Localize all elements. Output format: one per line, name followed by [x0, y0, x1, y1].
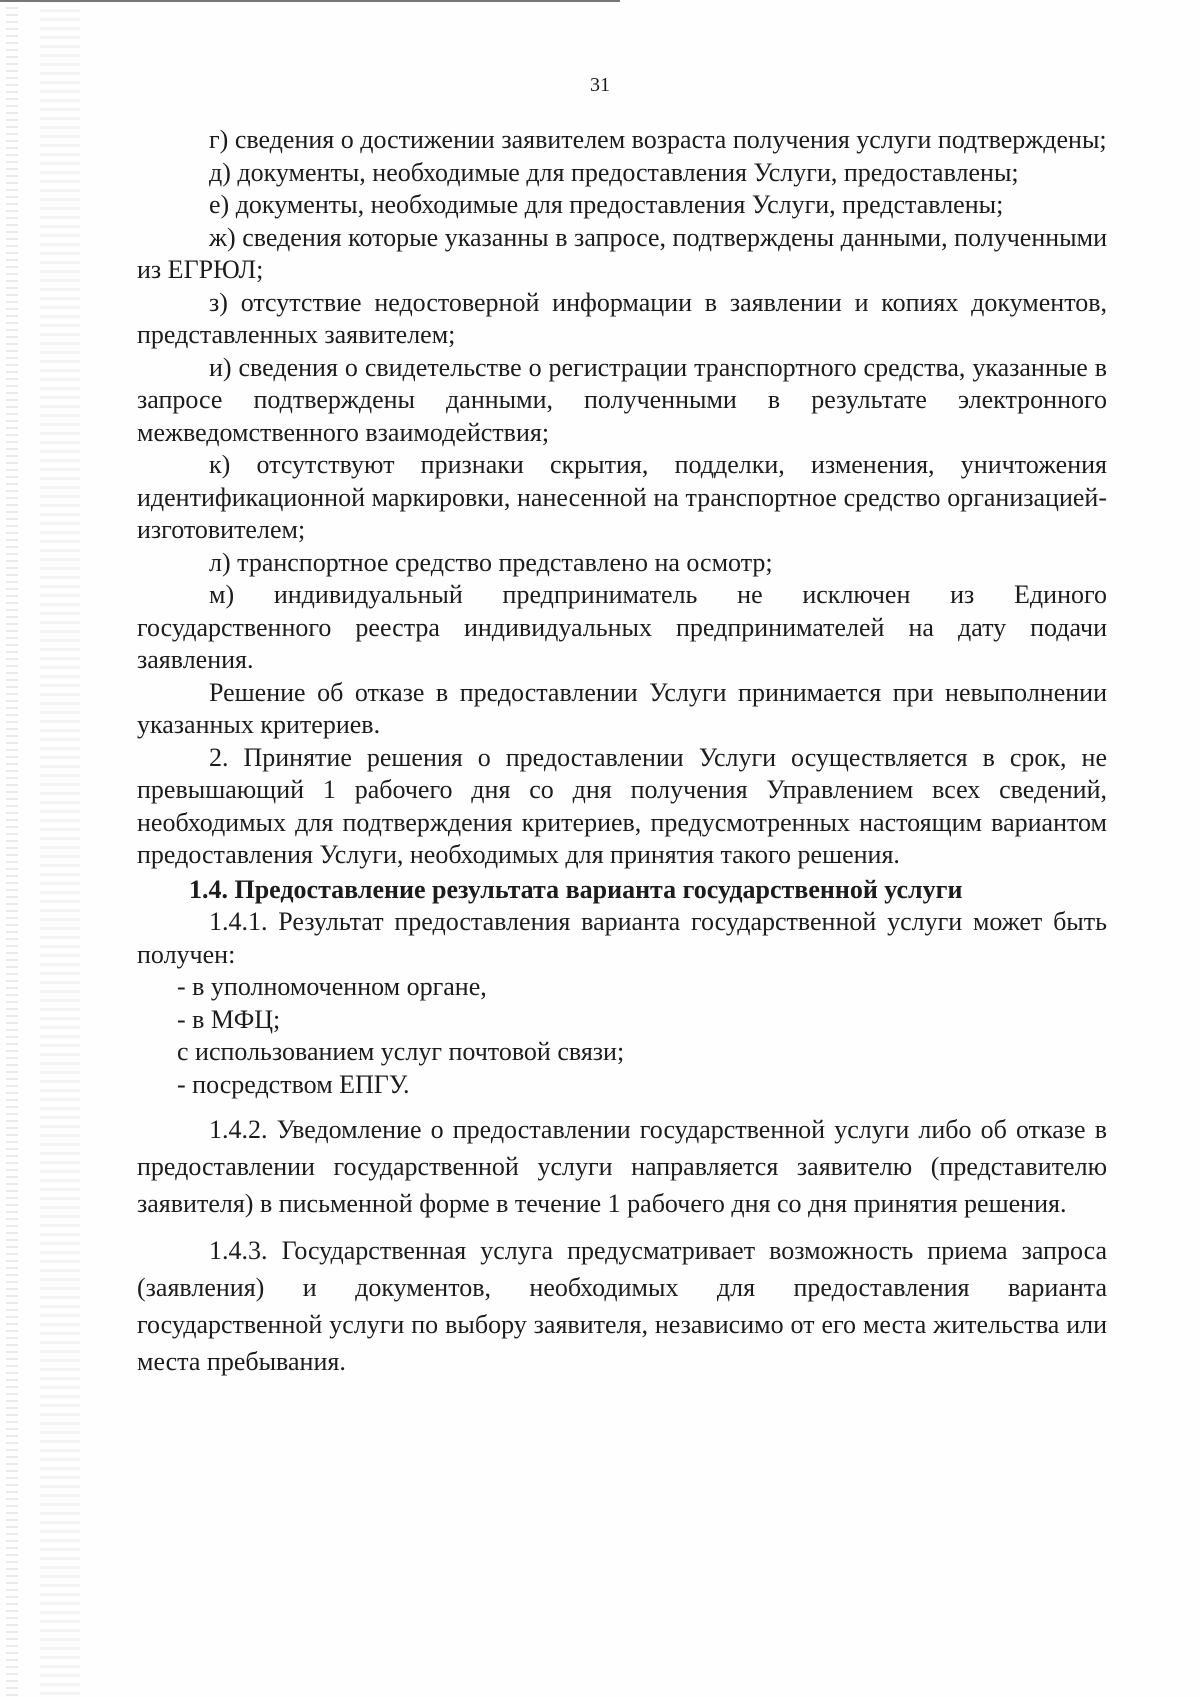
- paragraph-z: з) отсутствие недостоверной информации в заявлении и копиях документов, представленных заявителем;: [137, 287, 1107, 349]
- section-heading: 1.4. Предоставление результата варианта государственной услуги: [189, 874, 963, 904]
- channel-item: с использованием услуг почтовой связи;: [177, 1037, 625, 1066]
- section-intro: 1.4.1. Результат предоставления варианта государственной услуги может быть получен:: [137, 907, 1107, 969]
- scan-edge-artifact: [6, 0, 18, 1697]
- channel-item: - в МФЦ;: [177, 1004, 281, 1034]
- paragraph-1-4-3: 1.4.3. Государственная услуга предусматривает возможность приема запроса (заявления) и документов, необходимых для предоставления варианта государственной услуги по выбору заявителя, независимо от его места жительства или места пребывания.: [137, 1236, 1107, 1376]
- paragraph-e: е) документы, необходимые для предоставления Услуги, представлены;: [209, 190, 1004, 219]
- channel-item: - посредством ЕПГУ.: [177, 1069, 410, 1099]
- paragraph-refusal: Решение об отказе в предоставлении Услуги принимается при невыполнении указанных критериев.: [137, 677, 1107, 739]
- paragraph-d: д) документы, необходимые для предоставления Услуги, предоставлены;: [209, 157, 1019, 187]
- page-number: 31: [590, 74, 610, 96]
- paragraph-k: к) отсутствуют признаки скрытия, подделки, изменения, уничтожения идентификационной маркировки, нанесенной на транспортное средство организацией-изготовителем;: [137, 450, 1107, 544]
- paragraph-decision-term: 2. Принятие решения о предоставлении Услуги осуществляется в срок, не превышающий 1 рабочего дня со дня получения Управлением всех сведений, необходимых для подтверждения критериев, предусмотренных настоящим вариантом предоставления Услуги, необходимых для принятия такого решения.: [137, 742, 1107, 869]
- document-body: [137, 124, 1107, 1380]
- scan-top-rule: [0, 0, 620, 2]
- paragraph-i: и) сведения о свидетельстве о регистрации транспортного средства, указанные в запросе подтверждены данными, полученными в результате электронного межведомственного взаимодействия;: [137, 352, 1107, 447]
- paragraph-zh: ж) сведения которые указанны в запросе, подтверждены данными, полученными из ЕГРЮЛ;: [137, 222, 1107, 284]
- scan-margin-artifact: [40, 0, 80, 1697]
- paragraph-g: г) сведения о достижении заявителем возраста получения услуги подтверждены;: [209, 125, 1107, 154]
- paragraph-1-4-2: 1.4.2. Уведомление о предоставлении государственной услуги либо об отказе в предоставлении государственной услуги направляется заявителю (представителю заявителя) в письменной форме в течение 1 рабочего дня со дня принятия решения.: [137, 1115, 1107, 1218]
- paragraph-m: м) индивидуальный предприниматель не исключен из Единого государственного реестра индивидуальных предпринимателей на дату подачи заявления.: [137, 580, 1107, 674]
- paragraph-l: л) транспортное средство представлено на осмотр;: [209, 547, 773, 577]
- channel-item: - в уполномоченном органе,: [177, 972, 487, 1001]
